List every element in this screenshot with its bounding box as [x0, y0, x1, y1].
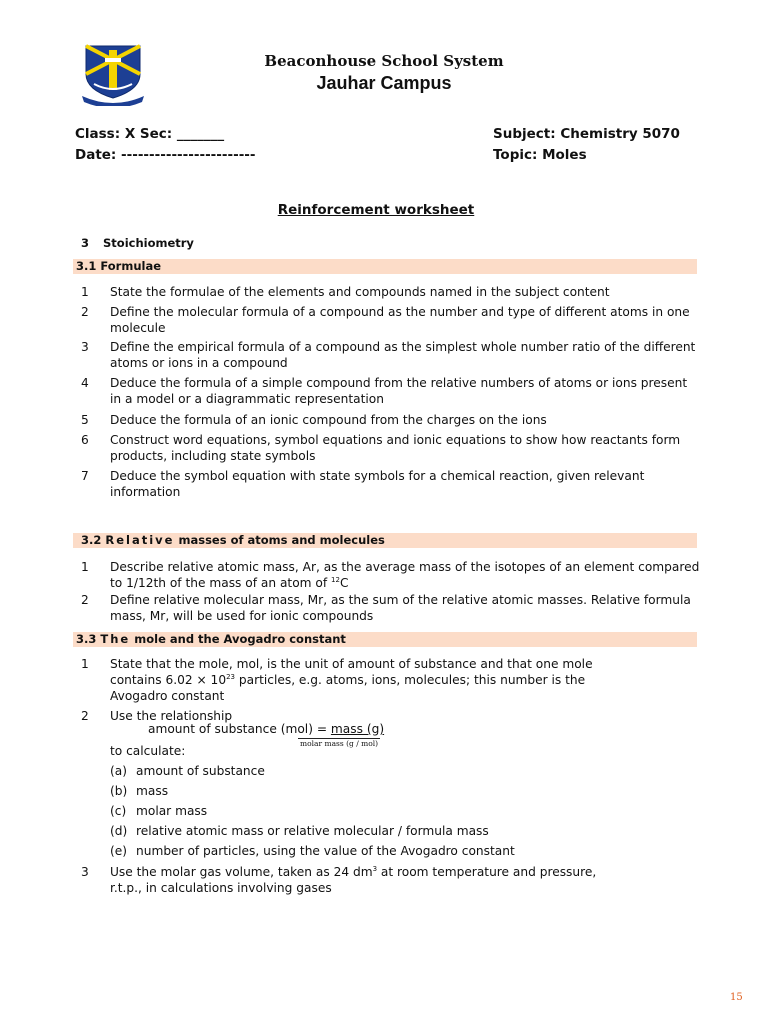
campus-name: Jauhar Campus [316, 73, 452, 93]
section-heading-3-1: 3.1 Formulae [73, 259, 697, 274]
sub-item: (e) number of particles, using the value of the Avogadro constant [110, 844, 515, 858]
subject-line: Subject: Chemistry 5070 [493, 126, 680, 142]
mole-equation: amount of substance (mol) = mass (g) [148, 722, 385, 736]
sub-item: (a) amount of substance [110, 764, 265, 778]
sub-item: (c) molar mass [110, 804, 208, 818]
topic-line: Topic: Moles [493, 147, 587, 163]
chapter-number: 3 [81, 236, 90, 250]
equation-denominator: molar mass (g / mol) [300, 739, 379, 748]
chapter-heading [81, 236, 194, 250]
to-calculate-label: to calculate: [110, 744, 186, 758]
school-name: Beaconhouse School System [264, 52, 504, 70]
section-heading-3-2: 3.2 Relative masses of atoms and molecules [73, 533, 697, 548]
date-line: Date: ------------------------ [75, 147, 256, 163]
chapter-label: Stoichiometry [103, 236, 194, 250]
sub-item: (d) relative atomic mass or relative molecular / formula mass [110, 824, 489, 838]
sub-item: (b) mass [110, 784, 169, 798]
class-line: Class: X Sec: _______ [75, 126, 225, 142]
page-number: 15 [730, 992, 743, 1003]
section-heading-3-3: 3.3 The mole and the Avogadro constant [73, 632, 697, 647]
worksheet-title: Reinforcement worksheet [277, 202, 475, 218]
